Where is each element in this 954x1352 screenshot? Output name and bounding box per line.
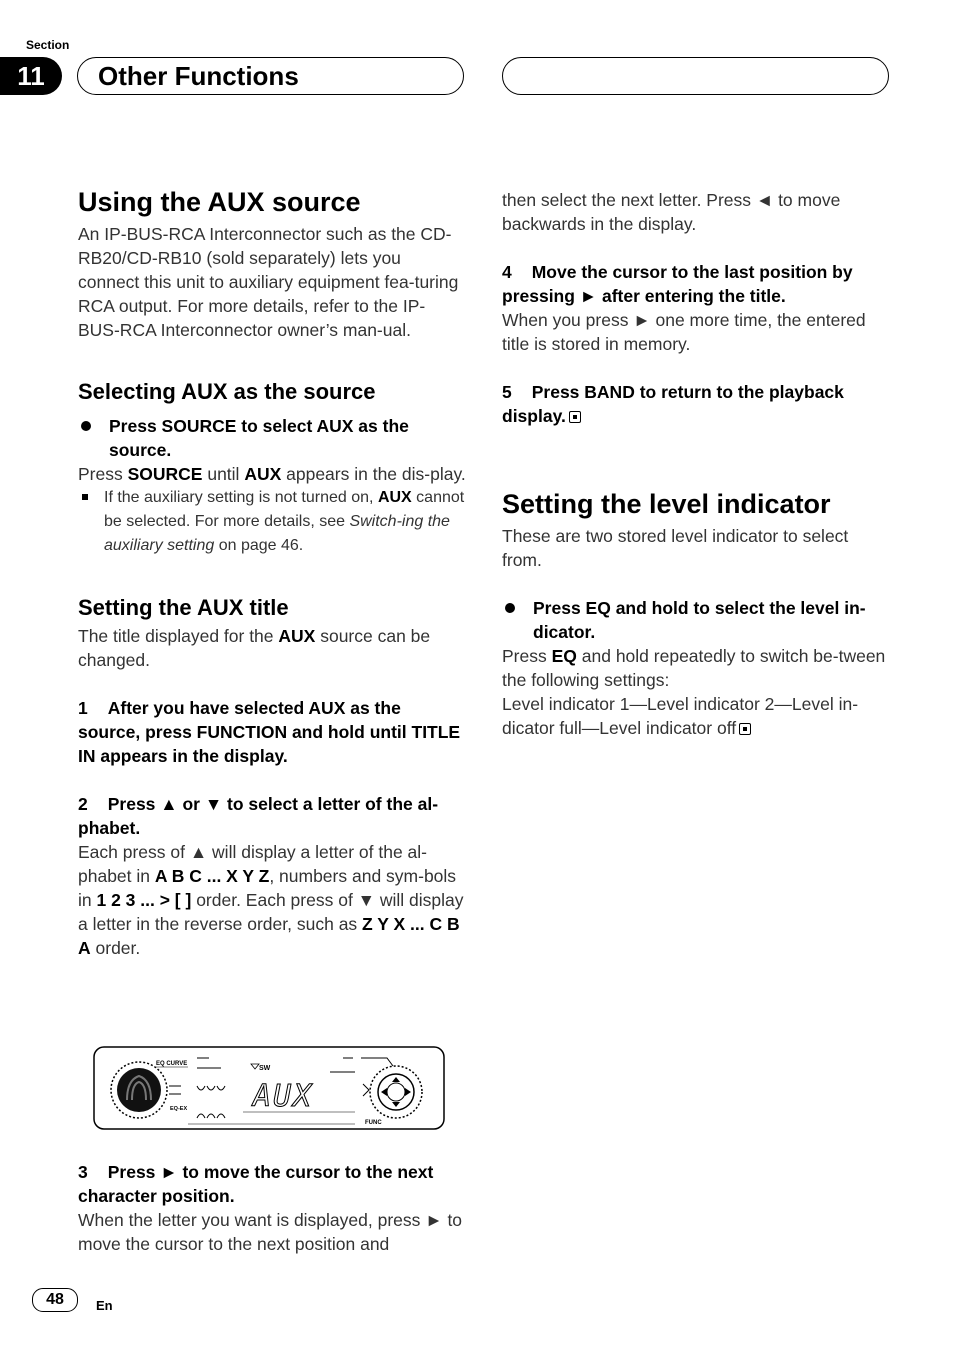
step-3-continued: then select the next letter. Press ◄ to move backwards in the display.: [502, 190, 841, 234]
title-heading: Setting the AUX title: [78, 595, 289, 620]
section-title: Other Functions: [98, 61, 299, 91]
step-4-body: When you press ► one more time, the entered title is stored in memory.: [502, 310, 866, 354]
step-3: 3 Press ► to move the cursor to the next character position.: [78, 1162, 434, 1206]
header-empty-box: [502, 57, 889, 95]
step-1: 1 After you have selected AUX as the source, press FUNCTION and hold until TITLE IN appears in the display.: [78, 698, 461, 766]
level-body: Press EQ and hold repeatedly to switch be-tween the following settings:: [502, 646, 886, 690]
level-bullet: [502, 596, 890, 644]
eq-curve-label: EQ CURVE: [156, 1061, 188, 1067]
select-bullet-text: Press SOURCE to select AUX as the source.: [109, 416, 409, 460]
step-2: 2 Press ▲ or ▼ to select a letter of the al-phabet.: [78, 794, 439, 838]
left-column: [78, 186, 466, 960]
section-title-box: [77, 57, 464, 95]
level-options: Level indicator 1—Level indicator 2—Level in-dicator full—Level indicator off: [502, 694, 859, 738]
select-note: If the auxiliary setting is not turned on, AUX cannot be selected. For more details, see Switch-ing the auxiliary setting on page 46.: [78, 486, 466, 558]
language-label: En: [96, 1298, 113, 1313]
func-label: FUNC: [365, 1120, 382, 1126]
head-unit-display: [93, 1046, 445, 1130]
select-bullet: [78, 414, 466, 462]
end-mark-icon: [739, 723, 751, 735]
select-body: Press SOURCE until AUX appears in the dis-play.: [78, 464, 466, 484]
level-intro: These are two stored level indicator to select from.: [502, 526, 849, 570]
level-heading: Setting the level indicator: [502, 489, 831, 519]
page-number: 48: [32, 1288, 78, 1312]
select-heading: Selecting AUX as the source: [78, 379, 376, 404]
bullet-dot: [81, 421, 91, 431]
step-2-body: Each press of ▲ will display a letter of the al-phabet in A B C ... X Y Z, numbers and sym-bols in 1 2 3 ... > [ ] order. Each press of ▼ will display a letter in the reverse order, such as Z Y X ... C B A order.: [78, 842, 464, 958]
step-5: 5 Press BAND to return to the playback display.: [502, 382, 844, 426]
eq-ex-label: EQ-EX: [170, 1106, 188, 1112]
section-label: Section: [26, 38, 70, 52]
title-body: The title displayed for the AUX source can be changed.: [78, 626, 431, 670]
left-column-bottom: [78, 1160, 466, 1256]
aux-intro: An IP-BUS-RCA Interconnector such as the CD-RB20/CD-RB10 (sold separately) lets you connect this unit to auxiliary equipment fea-turing RCA output. For more details, refer to the IP-BUS-RCA Interconnector owner’s man-ual.: [78, 224, 459, 340]
bullet-dot: [505, 603, 515, 613]
left-knob-icon: [111, 1062, 167, 1118]
aux-heading: Using the AUX source: [78, 187, 361, 217]
right-column: [502, 188, 890, 740]
step-4: 4 Move the cursor to the last position by pressing ► after entering the title.: [502, 262, 853, 306]
section-number: 11: [0, 57, 62, 95]
sw-label: SW: [259, 1065, 271, 1072]
lcd-aux-text: AUX: [253, 1079, 314, 1114]
note-square: [82, 494, 88, 500]
display-illustration: [93, 1046, 445, 1130]
level-bullet-text: Press EQ and hold to select the level in-dicator.: [533, 598, 866, 642]
step-3-body: When the letter you want is displayed, press ► to move the cursor to the next position and: [78, 1210, 463, 1254]
end-mark-icon: [569, 411, 581, 423]
